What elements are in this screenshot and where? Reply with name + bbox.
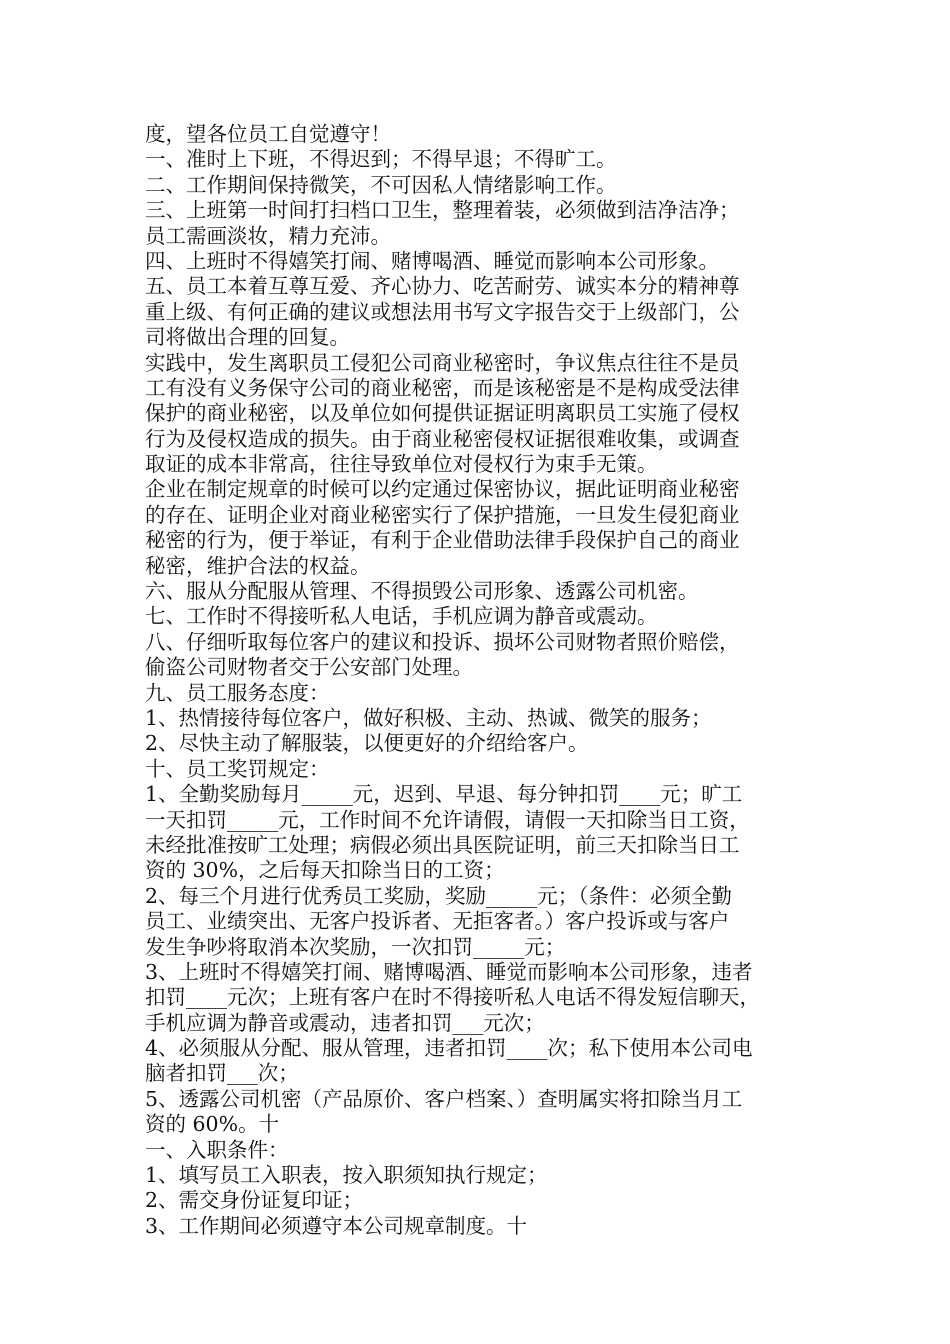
text-line: 脑者扣罚___次； (145, 1061, 299, 1086)
text-line: 1、填写员工入职表，按入职须知执行规定； (145, 1163, 548, 1188)
text-line: 七、工作时不得接听私人电话，手机应调为静音或震动。 (145, 604, 658, 629)
text-line: 1、全勤奖励每月_____元，迟到、早退、每分钟扣罚____元；旷工 (145, 782, 743, 807)
document-body (145, 122, 810, 1239)
text-line: 员工需画淡妆，精力充沛。 (145, 223, 391, 248)
text-line: 一、准时上下班，不得迟到；不得早退；不得旷工。 (145, 147, 617, 172)
text-line: 行为及侵权造成的损失。由于商业秘密侵权证据很难收集，或调查 (145, 426, 740, 451)
text-line: 秘密，维护合法的权益。 (145, 553, 371, 578)
text-line: 保护的商业秘密，以及单位如何提供证据证明离职员工实施了侵权 (145, 401, 740, 426)
text-line: 员工、业绩突出、无客户投诉者、无拒客者。）客户投诉或与客户 (145, 909, 730, 934)
text-line: 司将做出合理的回复。 (145, 325, 350, 350)
text-line: 1、热情接待每位客户，做好积极、主动、热诚、微笑的服务； (145, 705, 712, 730)
text-line: 一天扣罚_____元，工作时间不允许请假，请假一天扣除当日工资， (145, 807, 750, 832)
text-line: 三、上班第一时间打扫档口卫生，整理着装，必须做到洁净洁净； (145, 198, 740, 223)
text-line: 八、仔细听取每位客户的建议和投诉、损坏公司财物者照价赔偿， (145, 629, 740, 654)
text-line: 六、服从分配服从管理、不得损毁公司形象、透露公司机密。 (145, 579, 699, 604)
text-line: 一、入职条件： (145, 1137, 289, 1162)
text-line: 工有没有义务保守公司的商业秘密，而是该秘密是不是构成受法律 (145, 375, 740, 400)
text-line: 五、员工本着互尊互爱、齐心协力、吃苦耐劳、诚实本分的精神尊 (145, 274, 740, 299)
text-line: 2、需交身份证复印证； (145, 1188, 364, 1213)
text-line: 度，望各位员工自觉遵守！ (145, 122, 391, 146)
text-line: 四、上班时不得嬉笑打闹、赌博喝酒、睡觉而影响本公司形象。 (145, 248, 719, 273)
text-line: 九、员工服务态度： (145, 680, 330, 705)
text-line: 发生争吵将取消本次奖励，一次扣罚_____元； (145, 934, 566, 959)
text-line: 资的 60%。十 (145, 1112, 280, 1137)
text-line: 实践中，发生离职员工侵犯公司商业秘密时，争议焦点往往不是员 (145, 350, 740, 375)
text-line: 3、上班时不得嬉笑打闹、赌博喝酒、睡觉而影响本公司形象，违者 (145, 959, 753, 984)
text-line: 二、工作期间保持微笑，不可因私人情绪影响工作。 (145, 172, 617, 197)
text-line: 偷盗公司财物者交于公安部门处理。 (145, 655, 473, 680)
text-line: 企业在制定规章的时候可以约定通过保密协议，据此证明商业秘密 (145, 477, 740, 502)
text-line: 4、必须服从分配、服从管理，违者扣罚____次；私下使用本公司电 (145, 1036, 753, 1061)
text-line: 3、工作期间必须遵守本公司规章制度。十 (145, 1213, 528, 1238)
text-line: 的存在、证明企业对商业秘密实行了保护措施，一旦发生侵犯商业 (145, 502, 740, 527)
text-line: 2、每三个月进行优秀员工奖励，奖励_____元；（条件：必须全勤 (145, 883, 733, 908)
text-line: 十、员工奖罚规定： (145, 756, 330, 781)
text-line: 2、尽快主动了解服装，以便更好的介绍给客户。 (145, 731, 589, 756)
text-line: 资的 30%，之后每天扣除当日的工资； (145, 858, 505, 883)
text-line: 5、透露公司机密（产品原价、客户档案、）查明属实将扣除当月工 (145, 1086, 743, 1111)
text-line: 重上级、有何正确的建议或想法用书写文字报告交于上级部门，公 (145, 299, 740, 324)
text-line: 未经批准按旷工处理；病假必须出具医院证明，前三天扣除当日工 (145, 832, 740, 857)
text-line: 取证的成本非常高，往往导致单位对侵权行为束手无策。 (145, 452, 658, 477)
text-line: 扣罚____元次；上班有客户在时不得接听私人电话不得发短信聊天， (145, 985, 760, 1010)
text-line: 秘密的行为，便于举证，有利于企业借助法律手段保护自己的商业 (145, 528, 740, 553)
text-line: 手机应调为静音或震动，违者扣罚___元次； (145, 1010, 545, 1035)
